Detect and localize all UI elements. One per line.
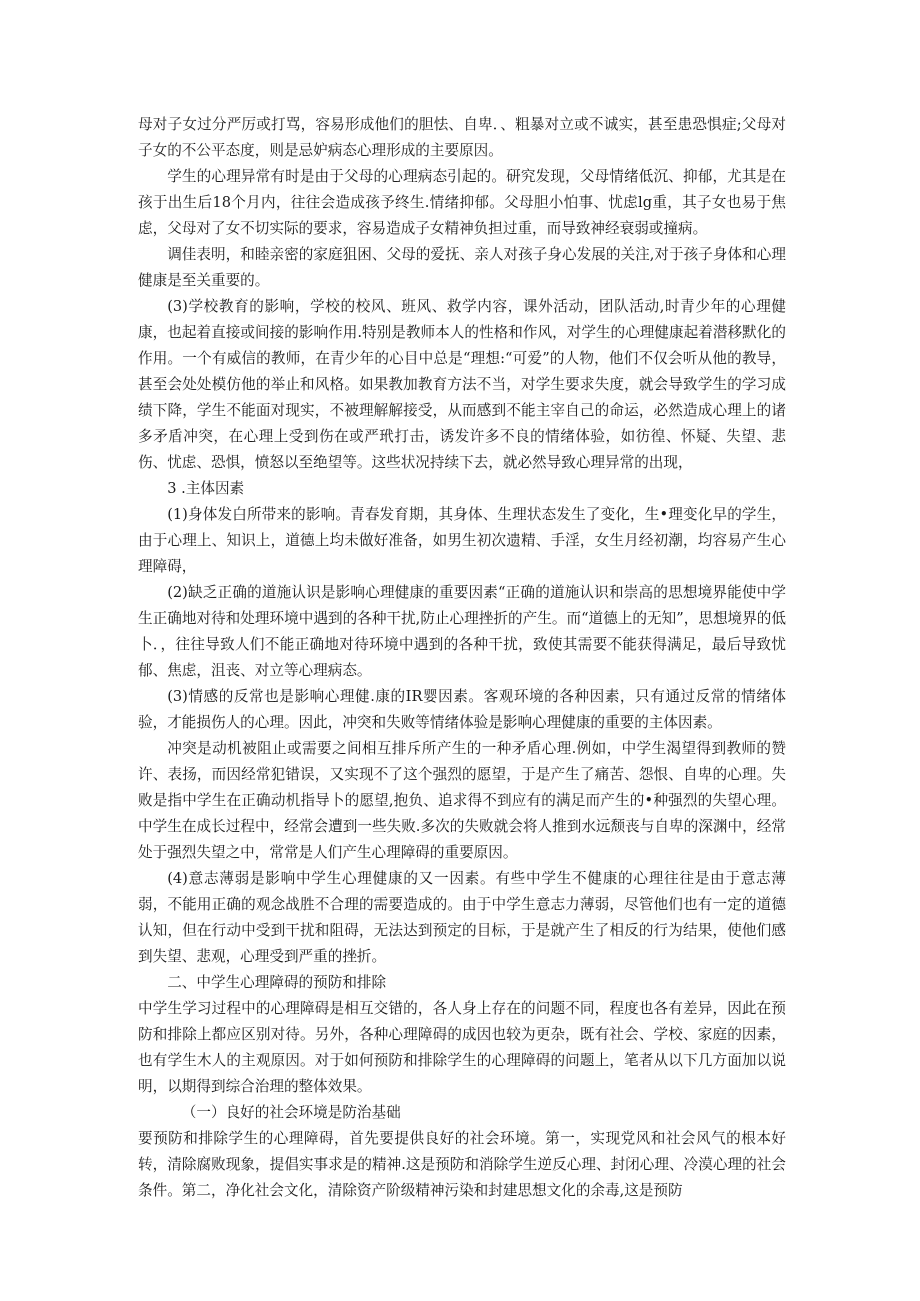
paragraph: 学生的心理异常有时是由于父母的心理病态引起的。研究发现，父母情绪低沉、抑郁，尤其是在孩于出生后18个月内，往往会造成孩予终生.情绪抑郁。父母胆小怕事、忧虑lg重，其子女也易于焦虑，父母对了女不切实际的要求，容易造成子女精神负担过重，而导致神经衰弱或撞病。: [138, 168, 786, 237]
paragraph: (3)情感的反常也是影响心理健.康的IR婴因素。客观环境的各种因素，只有通过反常的情绪体验，才能损伤人的心理。因此，冲突和失败等情绪体验是影响心理健康的重要的主体因素。: [138, 688, 786, 731]
body-text: [138, 112, 786, 1204]
paragraph: 母对子女过分严厉或打骂，容易形成他们的胆怯、自卑．、粗暴对立或不诚实，甚至患恐惧症;父母对子女的不公平态度，则是忌妒病态心理形成的主要原因。: [138, 116, 786, 159]
paragraph: (2)缺乏正确的道施认识是影响心理健康的重要因素“正确的道施认识和崇高的思想境界能使中学生正确地对待和处理环境中遇到的各种干扰,防止心理挫折的产生。而“道德上的无知”，思想境界的低卜．，往往导致人们不能正确地对待环境中遇到的各种干扰，致使其需要不能获得满足，最后导致忧郁、焦虑，沮丧、对立等心理病态。: [138, 584, 786, 679]
subsection-heading: （一）良好的社会环境是防治基础: [181, 1104, 401, 1121]
section-heading: 二、中学生心理障碍的预防和排除: [167, 974, 387, 991]
paragraph: 中学生学习过程中的心理障碍是相互交错的，各人身上存在的问题不同，程度也各有差异，因此在预防和排除上都应区别对待。另外，各种心理障碍的成因也较为更杂，既有社会、学校、家庭的因素，也有学生木人的主观原因。对于如何预防和排除学生的心理障碍的问题上，笔者从以下几方面加以说明，以期得到综合治理的整体效果。: [138, 1000, 786, 1095]
paragraph: 调佳表明，和睦亲密的家庭狙困、父母的爱抚、亲人对孩子身心发展的关注,对于孩子身体和心理健康是至关重要的。: [138, 246, 786, 289]
paragraph: 要预防和排除学生的心理障碍，首先要提供良好的社会环境。第一，实现党风和社会风气的根本好转，清除腐败现象，提倡实事求是的精神.这是预防和消除学生逆反心理、封闭心理、冷漠心理的社会条件。第二，净化社会文化，清除资产阶级精神污染和封建思想文化的余毒,这是预防: [138, 1130, 786, 1199]
paragraph: (3)学校教育的影响，学校的校风、班风、救学内容，课外活动，团队活动,时青少年的心理健康，也起着直接或间接的影响作用.特别是教师本人的性格和作风，对学生的心理健康起着潜移默化的作用。一个有威信的教师，在青少年的心目中总是“理想:“可爱”的人物，他们不仅会听从他的教导，甚至会处处模仿他的举止和风格。如果教加教育方法不当，对学生要求失度，就会导致学生的学习成绩下降，学生不能面对现实，不被理解解接受，从而感到不能主宰自己的命运，必然造成心理上的诸多矛盾冲突，在心理上受到伤在或严玳打击，诱发许多不良的情绪体验，如彷徨、怀疑、失望、悲伤、忧虑、恐惧，愤怒以至绝望等。这些状况持续下去，就必然导致心理异常的出现，: [138, 298, 786, 471]
section-heading: 3 .主体因素: [167, 480, 245, 497]
paragraph: (1)身体发白所带来的影响。青春发育期，其身体、生理状态发生了变化，生•理变化早的学生，由于心理上、知识上，道德上均未做好准备，如男生初次遗精、手淫，女生月经初潮，均容易产生心理障碍，: [138, 506, 786, 575]
paragraph: 冲突是动机被阻止或需要之间相互排斥所产生的一种矛盾心理.例如，中学生渴望得到教师的赞许、表扬，而因经常犯错误，又实现不了这个强烈的愿望，于是产生了痛苦、怨恨、自卑的心理。失败是指中学生在正确动机指导卜的愿望,抱负、追求得不到应有的满足而产生的•种强烈的失望心理。中学生在成长过程中，经常会遭到一些失败.多次的失败就会将人推到水远颓丧与自卑的深渊中，经常处于强烈失望之中，常常是人们产生心理障碍的重要原因。: [138, 740, 786, 861]
paragraph: (4)意志薄弱是影响中学生心理健康的又一因素。有些中学生不健康的心理往往是由于意志薄弱，不能用正确的观念战胜不合理的需要造成的。由于中学生意志力薄弱，尽管他们也有一定的道德认知，但在行动中受到干扰和阻碍，无法达到预定的目标，于是就产生了相反的行为结果，使他们感到失望、悲观，心理受到严重的挫折。: [138, 870, 786, 965]
